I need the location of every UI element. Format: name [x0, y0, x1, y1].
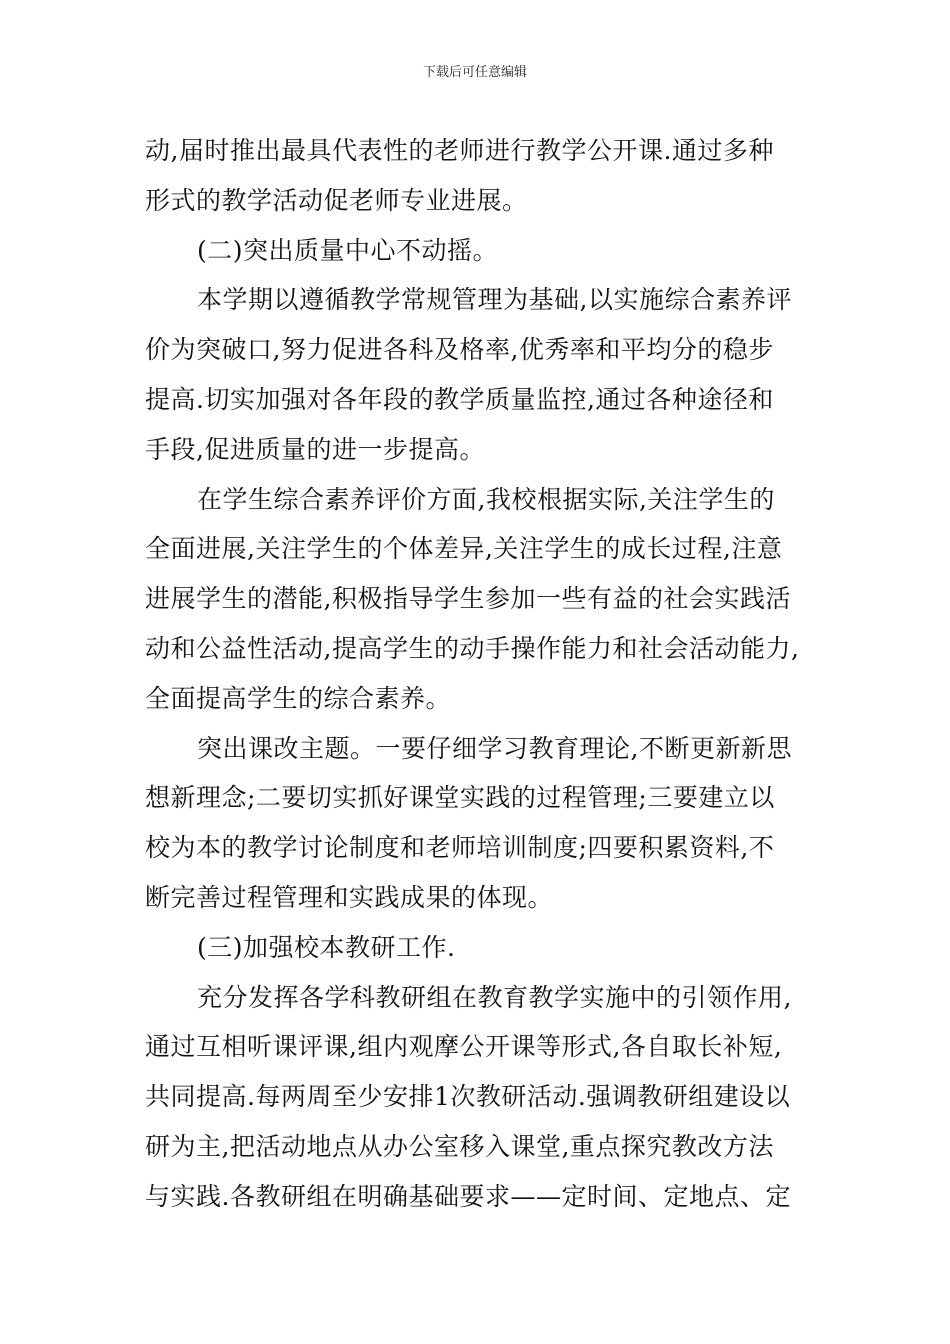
text-line: 想新理念;二要切实抓好课堂实践的过程管理;三要建立以 [145, 783, 775, 813]
text-line: 形式的教学活动促老师专业进展。 [145, 185, 528, 215]
text-line: 全面提高学生的综合素养。 [145, 683, 452, 713]
paragraph-start: 在学生综合素养评价方面,我校根据实际,关注学生的 [197, 484, 775, 514]
section-heading: (二)突出质量中心不动摇。 [197, 235, 499, 265]
text-line: 动和公益性活动,提高学生的动手操作能力和社会活动能力, [145, 633, 800, 663]
text-line: 校为本的教学讨论制度和老师培训制度;四要积累资料,不 [145, 833, 775, 863]
text-line: 共同提高.每两周至少安排1次教研活动.强调教研组建设以 [145, 1082, 791, 1112]
text-line: 全面进展,关注学生的个体差异,关注学生的成长过程,注意 [145, 534, 783, 564]
text-line: 价为突破口,努力促进各科及格率,优秀率和平均分的稳步 [145, 335, 774, 365]
text-line: 断完善过程管理和实践成果的体现。 [145, 882, 554, 912]
text-line: 提高.切实加强对各年段的教学质量监控,通过各种途径和 [145, 384, 774, 414]
text-line: 通过互相听课评课,组内观摩公开课等形式,各自取长补短, [145, 1032, 783, 1062]
text-line: 手段,促进质量的进一步提高。 [145, 434, 485, 464]
paragraph-start: 突出课改主题。一要仔细学习教育理论,不断更新新思 [197, 733, 792, 763]
text-line: 动,届时推出最具代表性的老师进行教学公开课.通过多种 [145, 136, 774, 165]
paragraph-start: 本学期以遵循教学常规管理为基础,以实施综合素养评 [197, 285, 792, 315]
paragraph-start: 充分发挥各学科教研组在教育教学实施中的引领作用, [197, 982, 792, 1012]
document-body [145, 126, 815, 1222]
page-header: 下载后可任意编辑 [422, 65, 527, 80]
text-line: 进展学生的潜能,积极指导学生参加一些有益的社会实践活 [145, 584, 791, 614]
text-line: 研为主,把活动地点从办公室移入课堂,重点探究教改方法 [145, 1131, 774, 1161]
text-line: 与实践.各教研组在明确基础要求——定时间、定地点、定 [145, 1181, 791, 1211]
section-heading: (三)加强校本教研工作. [197, 932, 456, 962]
